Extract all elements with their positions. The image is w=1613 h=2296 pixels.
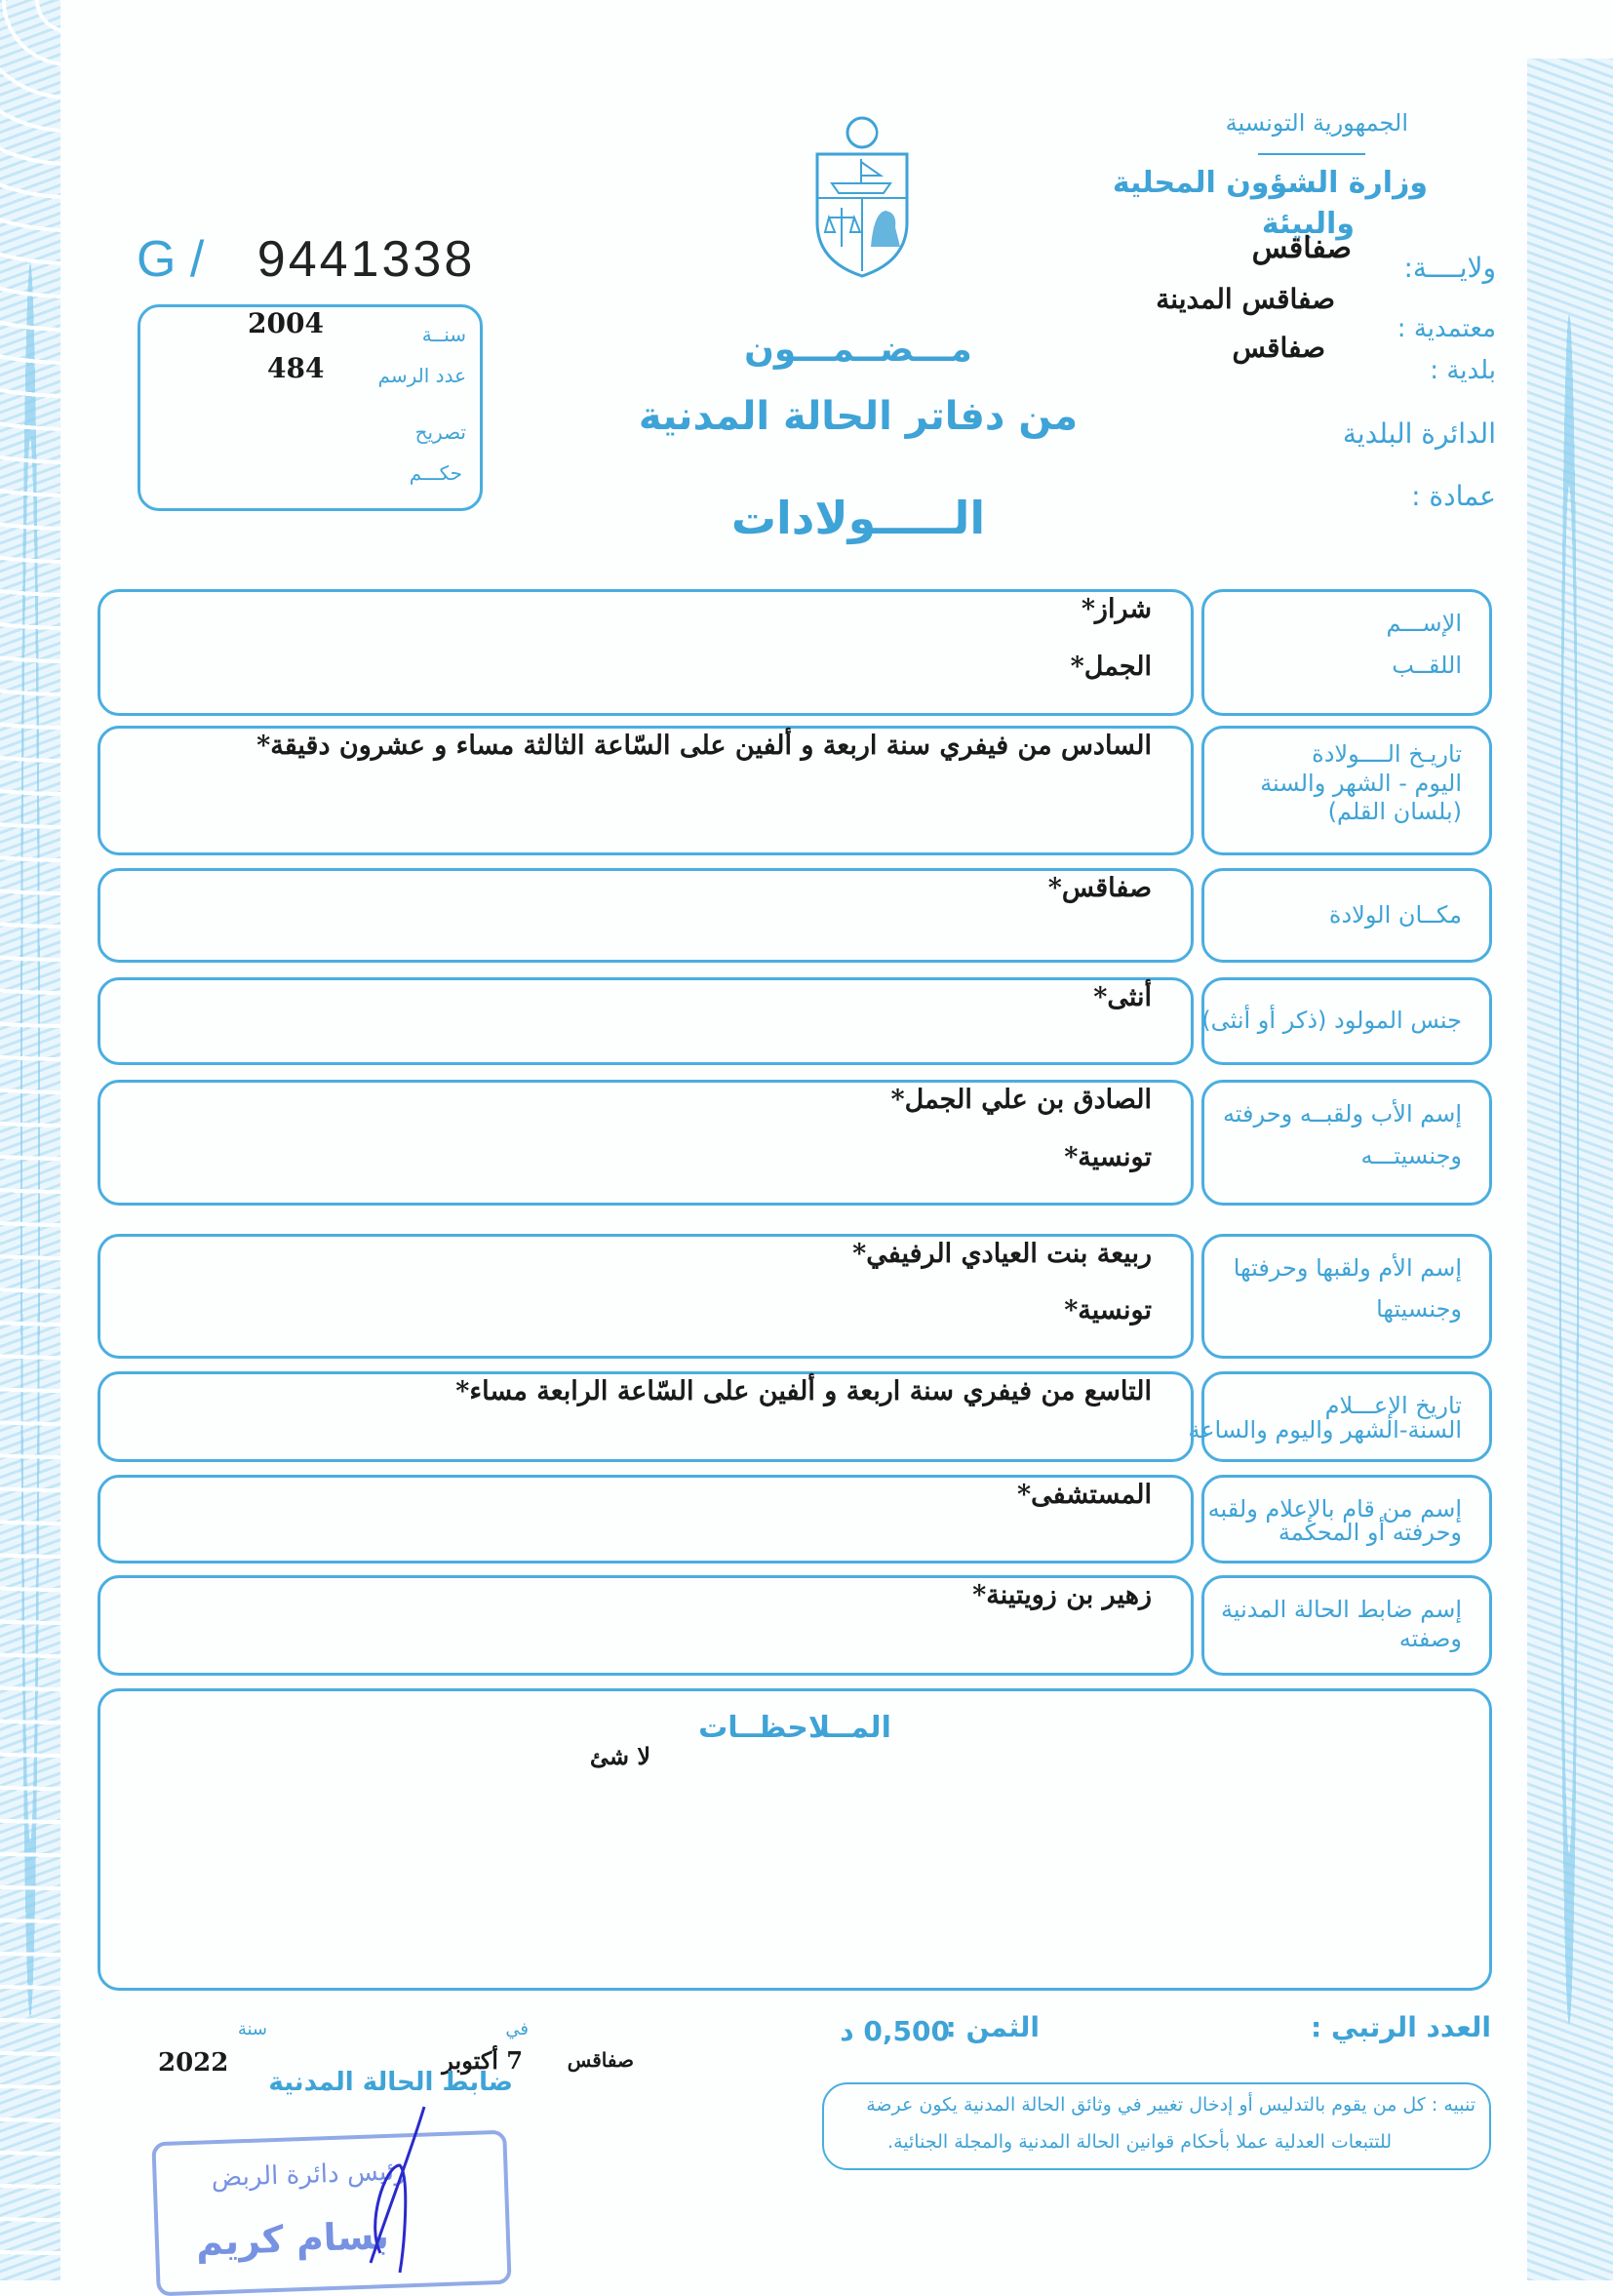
delegation-label: معتمدية : xyxy=(1397,314,1496,343)
ministry-label: وزارة الشؤون المحلية xyxy=(1112,166,1428,200)
father-value: الصادق بن علي الجمل* xyxy=(890,1085,1152,1115)
warning-line-2: للتتبعات العدلية عملا بأحكام قوانين الحالة المدنية والمجلة الجنائية. xyxy=(887,2131,1392,2153)
name-value: شراز* xyxy=(1081,594,1152,624)
declarant-value-box xyxy=(98,1475,1194,1564)
judgment-label: حكـــم xyxy=(409,461,462,485)
register-year-value: 2004 xyxy=(248,307,324,339)
declaration-date-label-: تاريخ الإعـــلام xyxy=(1324,1392,1462,1419)
birth-place-value-box xyxy=(98,868,1194,963)
officer-title: ضابط الحالة المدنية xyxy=(268,2068,513,2097)
declarant-label-2: وحرفته أو المحكمة xyxy=(1278,1518,1462,1546)
governorate-value: صفاقس xyxy=(1251,231,1352,265)
issue-day-month: 7 أكتوبر xyxy=(442,2046,523,2075)
register-box xyxy=(138,304,483,511)
civil-officer-label-: إسم ضابط الحالة المدنية xyxy=(1221,1596,1462,1623)
name-value-box xyxy=(98,589,1194,716)
birth-place-value: صفاقس* xyxy=(1047,873,1152,903)
sex-value: أنثى* xyxy=(1093,982,1152,1012)
signature-icon xyxy=(351,2087,468,2282)
title-births: الـــــولادات xyxy=(730,492,986,544)
mother-value-2: تونسية* xyxy=(1064,1295,1152,1326)
issue-year-value: 2022 xyxy=(158,2048,229,2078)
security-border-right xyxy=(1527,59,1613,2280)
birth-place-label-box xyxy=(1201,868,1492,963)
title-extract: مـــضــمـــون xyxy=(744,330,972,370)
declaration-label: تصريح xyxy=(414,420,466,444)
birth-date-value-box xyxy=(98,726,1194,855)
birth-date-value: السادس من فيفري سنة اربعة و ألفين على السّاعة الثالثة مساء و عشرون دقيقة* xyxy=(256,731,1152,761)
serial-prefix: G / xyxy=(137,231,205,288)
declaration-date-label-2: السنة-الشهر واليوم والساعة xyxy=(1188,1415,1462,1444)
remarks-title: المــلاحظــات xyxy=(698,1711,891,1745)
civil-officer-value: زهير بن زويتينة* xyxy=(972,1580,1152,1610)
sex-label-box xyxy=(1201,977,1492,1065)
tunisia-emblem-icon xyxy=(807,115,917,279)
municipality-value: صفاقس xyxy=(1232,332,1325,364)
mother-label-: إسم الأم ولقبها وحرفتها xyxy=(1233,1254,1462,1282)
remarks-value: لا شئ xyxy=(589,1742,650,1770)
title-registers: من دفاتر الحالة المدنية xyxy=(638,394,1079,439)
birth-date-label-: تاريـخ الــــولادة xyxy=(1312,740,1462,768)
remarks-box xyxy=(98,1688,1492,1991)
father-value-box xyxy=(98,1080,1194,1206)
name-label-2: اللقــب xyxy=(1392,652,1462,679)
declaration-date-value-box xyxy=(98,1371,1194,1462)
birth-date-label-2: اليوم - الشهر والسنة xyxy=(1260,769,1462,797)
sex-label-: جنس المولود (ذكر أو أنثى) xyxy=(1201,1007,1462,1034)
price-label: الثمن : xyxy=(945,2011,1040,2043)
sex-value-box xyxy=(98,977,1194,1065)
father-label-: إسم الأب ولقبــه وحرفته xyxy=(1222,1100,1462,1128)
name-label-: الإســـم xyxy=(1386,610,1462,637)
serial-value: 9441338 xyxy=(256,231,476,288)
register-year-label: سنــة xyxy=(421,323,466,346)
register-act-number-label: عدد الرسم xyxy=(377,364,466,387)
declaration-date-value: التاسع من فيفري سنة اربعة و ألفين على السّاعة الرابعة مساء* xyxy=(455,1376,1152,1406)
declaration-date-label-box xyxy=(1188,1371,1492,1462)
governorate-label: ولايــــة: xyxy=(1403,252,1496,284)
security-border-left xyxy=(0,0,60,2280)
declarant-label-: إسم من قام بالإعلام ولقبه xyxy=(1207,1495,1462,1523)
father-label-2: وجنسيتـــه xyxy=(1360,1141,1462,1169)
serial-number xyxy=(137,230,475,289)
mother-value-box xyxy=(98,1234,1194,1359)
issue-place: صفاقس xyxy=(567,2048,634,2072)
price-value: 0,500 د xyxy=(840,2015,950,2047)
header-divider xyxy=(1258,153,1365,155)
issue-year-label: سنة xyxy=(237,2019,267,2039)
declarant-label-box xyxy=(1201,1475,1492,1564)
civil-officer-label-2: وصفته xyxy=(1398,1624,1462,1652)
father-label-box xyxy=(1201,1080,1492,1206)
name-label-box xyxy=(1201,589,1492,716)
warning-line-1: تنبيه : كل من يقوم بالتدليس أو إدخال تغيير في وثائق الحالة المدنية يكون عرضة xyxy=(866,2094,1475,2116)
serial-order-label: العدد الرتبي : xyxy=(1311,2011,1491,2043)
mother-label-2: وجنسيتها xyxy=(1376,1295,1462,1323)
declarant-value: المستشفى* xyxy=(1017,1480,1152,1510)
in-label: في xyxy=(505,2019,529,2039)
mother-label-box xyxy=(1201,1234,1492,1359)
name-value-2: الجمل* xyxy=(1070,652,1152,682)
birth-date-label-box xyxy=(1201,726,1492,855)
civil-officer-label-box xyxy=(1201,1575,1492,1676)
republic-label: الجمهورية التونسية xyxy=(1225,109,1408,137)
mother-value: ربيعة بنت العيادي الرفيفي* xyxy=(852,1239,1152,1269)
imada-label: عمادة : xyxy=(1411,480,1496,512)
municipality-label: بلدية : xyxy=(1430,356,1496,385)
register-act-number-value: 484 xyxy=(267,352,325,384)
civil-officer-value-box xyxy=(98,1575,1194,1676)
district-label: الدائرة البلدية xyxy=(1342,417,1496,450)
warning-box xyxy=(822,2082,1491,2170)
father-value-2: تونسية* xyxy=(1064,1141,1152,1172)
stamp-name: بسام كريم xyxy=(195,2213,390,2264)
delegation-value: صفاقس المدينة xyxy=(1156,283,1335,315)
birth-date-label-3: (بلسان القلم) xyxy=(1327,798,1462,826)
stamp-text: رئيس دائرة الربض xyxy=(211,2157,408,2194)
ministry-label-2: والبيئة xyxy=(1261,207,1355,241)
birth-place-label-: مكــان الولادة xyxy=(1328,900,1462,929)
